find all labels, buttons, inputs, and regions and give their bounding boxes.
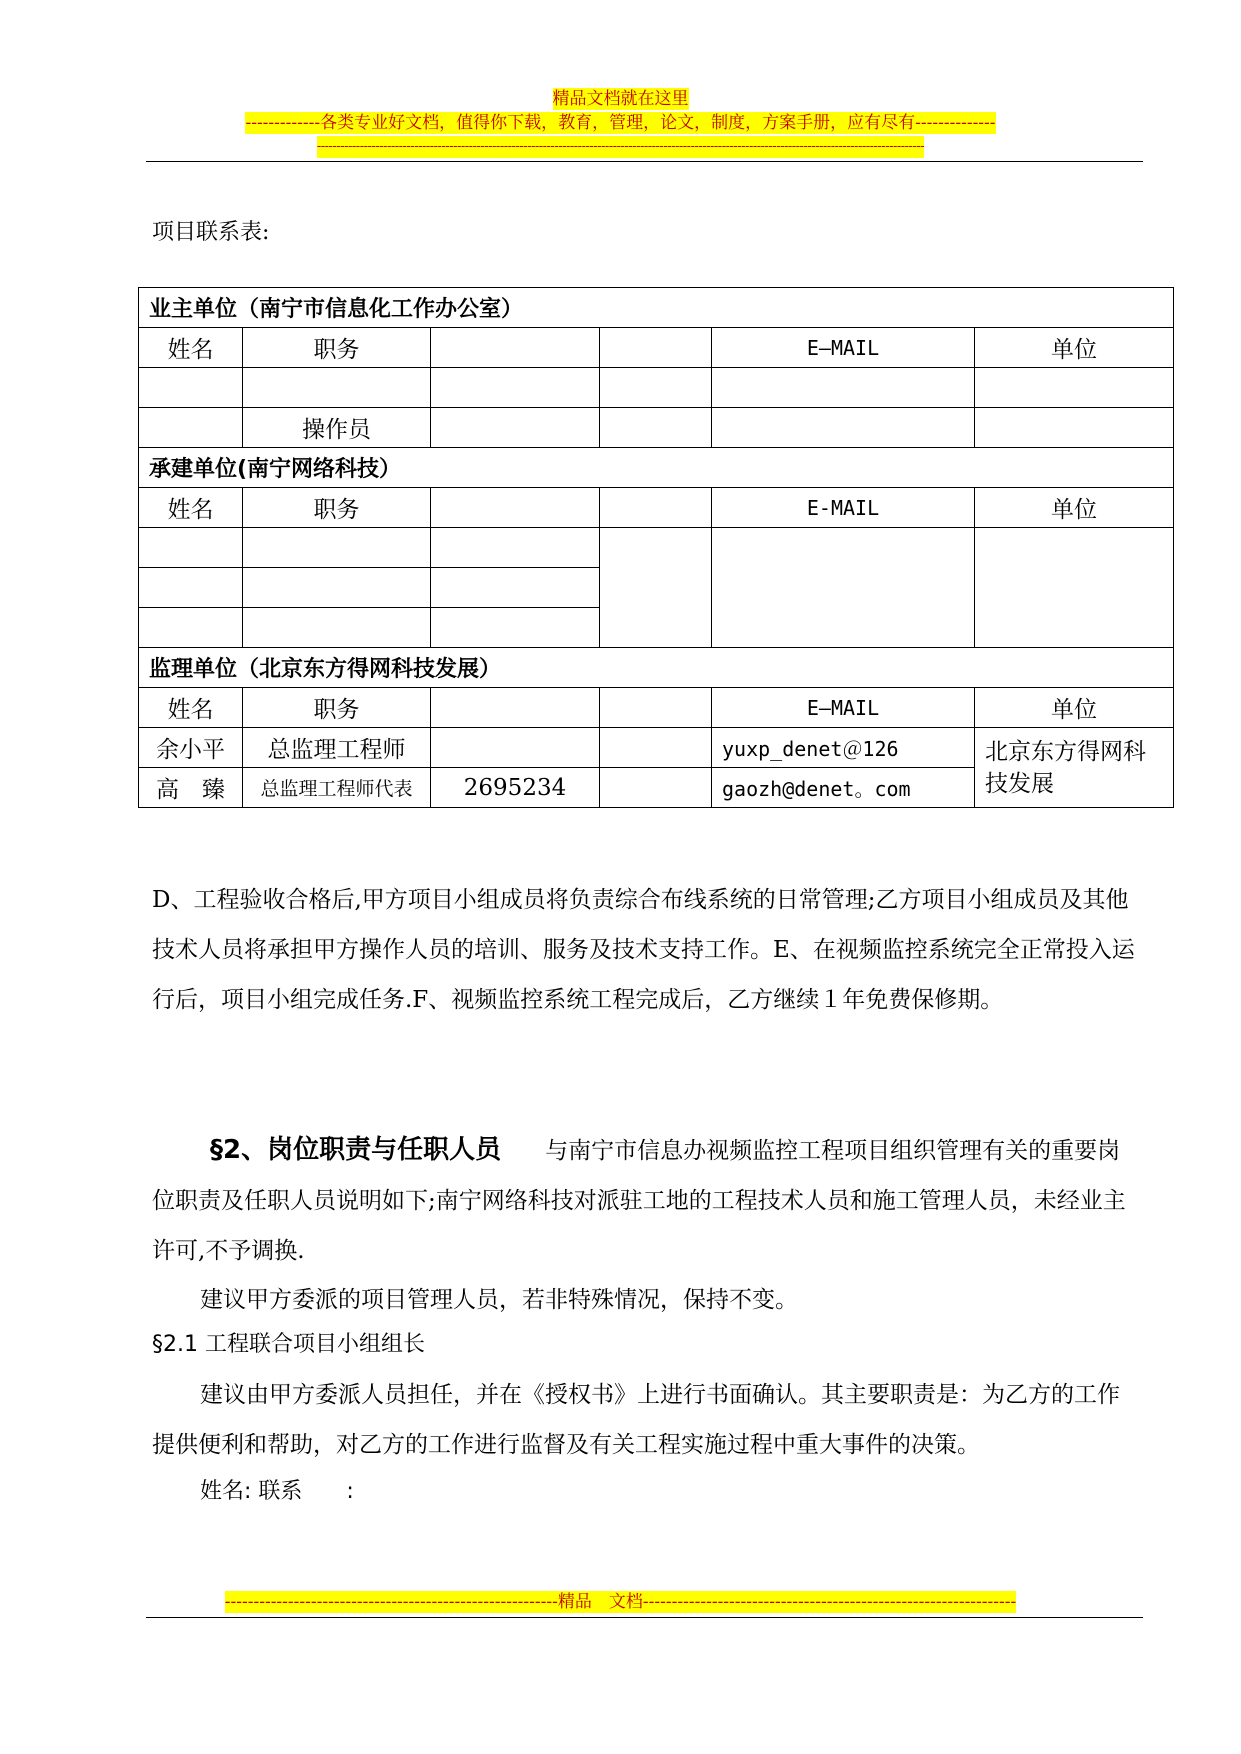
table-header-row (139, 688, 1174, 728)
contractor-org-cell: 承建单位(南宁网络科技） (139, 448, 1174, 488)
name-contact-line: 姓名: 联系 : (200, 1479, 354, 1504)
header-cell (600, 328, 712, 368)
table-row (139, 288, 1174, 328)
table-cell: 总监理工程师 (243, 728, 431, 768)
header-cell: 职务 (243, 688, 431, 728)
section-2-body: 与南宁市信息办视频监控工程项目组织管理有关的重要岗位职责及任职人员说明如下;南宁网络科技对派驻工地的工程技术人员和施工管理人员，未经业主许可,不予调换. (152, 1138, 1126, 1264)
table-row (139, 368, 1174, 408)
table-row (139, 448, 1174, 488)
table-row (139, 728, 1174, 768)
header-title (0, 88, 1241, 110)
header-cell (431, 688, 600, 728)
table-cell (975, 368, 1174, 408)
paragraph-keep-staff: 建议甲方委派的项目管理人员，若非特殊情况，保持不变。 (200, 1287, 798, 1313)
table-cell (431, 408, 600, 448)
table-cell (243, 568, 431, 608)
footer-banner (0, 1591, 1241, 1613)
table-cell: 余小平 (139, 728, 243, 768)
table-cell (712, 528, 975, 648)
table-cell (600, 728, 712, 768)
contact-table (138, 287, 1174, 808)
table-cell: 操作员 (243, 408, 431, 448)
table-cell (975, 528, 1174, 648)
paragraph-acceptance: D、工程验收合格后,甲方项目小组成员将负责综合布线系统的日常管理;乙方项目小组成员及其他技术人员将承担甲方操作人员的培训、服务及技术支持工作。E、在视频监控系统完全正常投入运行后，项目小组完成任务.F、视频监控系统工程完成后，乙方继续１年免费保修期。 (152, 887, 1135, 1013)
table-row (139, 648, 1174, 688)
header-cell: 职务 (243, 488, 431, 528)
table-cell (600, 408, 712, 448)
table-row (139, 528, 1174, 568)
owner-org-cell: 业主单位（南宁市信息化工作办公室） (139, 288, 1174, 328)
header-cell: 姓名 (139, 328, 243, 368)
contact-table-title: 项目联系表: (152, 220, 270, 245)
paragraph-leader-duties: 建议由甲方委派人员担任，并在《授权书》上进行书面确认。其主要职责是：为乙方的工作提供便利和帮助，对乙方的工作进行监督及有关工程实施过程中重大事件的决策。 (152, 1382, 1120, 1458)
table-cell (975, 408, 1174, 448)
table-cell (139, 408, 243, 448)
header-cell: 单位 (975, 488, 1174, 528)
table-cell (600, 368, 712, 408)
header-rule (146, 161, 1143, 162)
header-dashes (0, 136, 1241, 158)
header-cell (431, 488, 600, 528)
section-2-paragraph (152, 1125, 1142, 1276)
section-2-heading: §2、岗位职责与任职人员 (210, 1135, 502, 1165)
header-cell: 姓名 (139, 688, 243, 728)
table-cell (139, 368, 243, 408)
table-cell: 总监理工程师代表 (243, 768, 431, 808)
header-cell: 职务 (243, 328, 431, 368)
footer-rule (146, 1617, 1143, 1618)
table-cell: 高 臻 (139, 768, 243, 808)
header-subtitle-text: -------------各类专业好文档，值得你下载，教育，管理，论文，制度，方案手册，应有尽有-------------- (245, 113, 996, 133)
table-cell: yuxp_denet＠126 (712, 728, 975, 768)
table-cell (712, 408, 975, 448)
table-cell (431, 528, 600, 568)
header-cell: 单位 (975, 328, 1174, 368)
header-cell: E—MAIL (712, 688, 975, 728)
table-cell (600, 528, 712, 648)
table-header-row (139, 328, 1174, 368)
header-cell: E-MAIL (712, 488, 975, 528)
table-cell (431, 368, 600, 408)
table-cell (431, 568, 600, 608)
supervisor-org-cell: 监理单位（北京东方得网科技发展） (139, 648, 1174, 688)
table-cell (139, 608, 243, 648)
header-cell: E—MAIL (712, 328, 975, 368)
table-cell (243, 528, 431, 568)
section-2-1-heading: §2.1 工程联合项目小组组长 (152, 1332, 425, 1357)
table-cell (139, 528, 243, 568)
header-cell: 单位 (975, 688, 1174, 728)
table-cell: 北京东方得网科技发展 (975, 728, 1174, 808)
table-cell (431, 608, 600, 648)
table-cell (431, 728, 600, 768)
table-cell (243, 368, 431, 408)
table-cell: 2695234 (431, 768, 600, 808)
header-cell (600, 688, 712, 728)
table-header-row (139, 488, 1174, 528)
header-dashes-text: ------------------------------------------------------------------------------------------------------------------------------------------------------------ (317, 136, 924, 158)
table-cell (600, 768, 712, 808)
header-cell (431, 328, 600, 368)
header-cell: 姓名 (139, 488, 243, 528)
header-subtitle (0, 112, 1241, 134)
table-cell: gaozh@denet。com (712, 768, 975, 808)
footer-text: ----------------------------------------------------------精品 文档----------------------------------------------------------------- (224, 1592, 1017, 1612)
header-cell (600, 488, 712, 528)
table-row (139, 408, 1174, 448)
table-cell (139, 568, 243, 608)
header-title-text: 精品文档就在这里 (552, 89, 689, 109)
table-cell (243, 608, 431, 648)
table-cell (712, 368, 975, 408)
